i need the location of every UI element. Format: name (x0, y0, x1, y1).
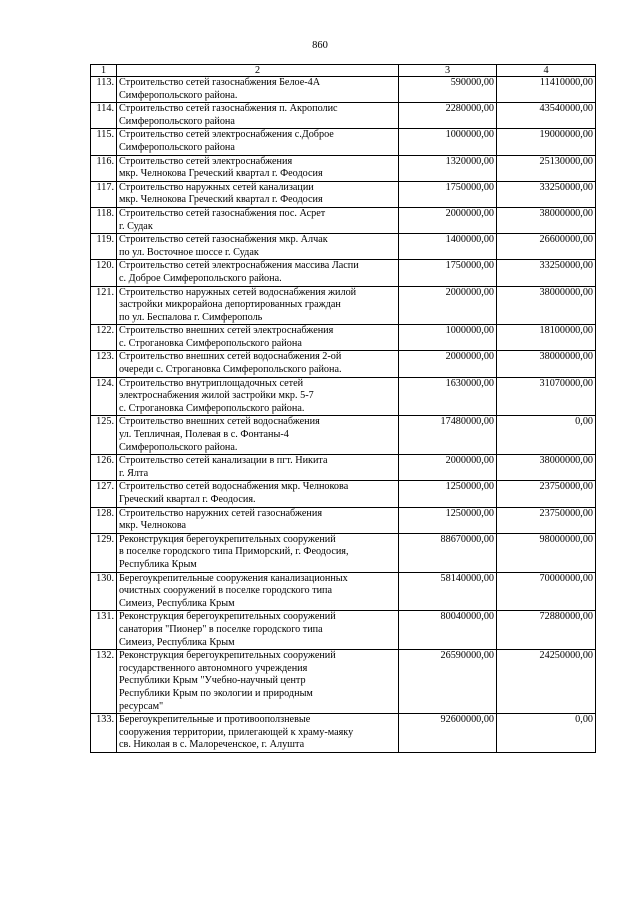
row-number: 114. (91, 103, 117, 129)
row-amount-col4: 38000000,00 (497, 455, 596, 481)
table-row (91, 77, 596, 103)
row-number: 133. (91, 714, 117, 753)
row-amount-col4: 0,00 (497, 416, 596, 455)
table-row (91, 533, 596, 572)
row-amount-col4: 33250000,00 (497, 181, 596, 207)
table-row (91, 103, 596, 129)
row-description: Строительство сетей канализации в пгт. Никита г. Ялта (117, 455, 399, 481)
row-number: 129. (91, 533, 117, 572)
page-number: 860 (312, 40, 328, 51)
row-description: Строительство внешних сетей водоснабжения ул. Тепличная, Полевая в с. Фонтаны-4 Симферопольского района. (117, 416, 399, 455)
row-amount-col4: 23750000,00 (497, 507, 596, 533)
table-row (91, 416, 596, 455)
header-col-1: 1 (91, 65, 117, 77)
row-number: 127. (91, 481, 117, 507)
row-amount-col3: 1630000,00 (399, 377, 497, 416)
row-amount-col3: 1000000,00 (399, 325, 497, 351)
row-amount-col3: 1750000,00 (399, 260, 497, 286)
row-number: 124. (91, 377, 117, 416)
row-description: Строительство сетей газоснабжения Белое-4А Симферопольского района. (117, 77, 399, 103)
table-row (91, 351, 596, 377)
row-description: Строительство сетей газоснабжения п. Акрополис Симферопольского района (117, 103, 399, 129)
row-number: 125. (91, 416, 117, 455)
table-row (91, 507, 596, 533)
row-amount-col3: 26590000,00 (399, 650, 497, 714)
row-amount-col3: 58140000,00 (399, 572, 497, 611)
row-description: Строительство сетей водоснабжения мкр. Челнокова Греческий квартал г. Феодосия. (117, 481, 399, 507)
row-number: 121. (91, 286, 117, 325)
row-amount-col3: 2280000,00 (399, 103, 497, 129)
row-description: Строительство сетей газоснабжения пос. Асрет г. Судак (117, 207, 399, 233)
table-row (91, 260, 596, 286)
row-amount-col3: 1400000,00 (399, 234, 497, 260)
row-number: 119. (91, 234, 117, 260)
row-description: Строительство сетей электроснабжения мкр. Челнокова Греческий квартал г. Феодосия (117, 155, 399, 181)
row-amount-col4: 31070000,00 (497, 377, 596, 416)
row-number: 116. (91, 155, 117, 181)
row-amount-col3: 80040000,00 (399, 611, 497, 650)
table-row (91, 481, 596, 507)
row-number: 131. (91, 611, 117, 650)
table-body (91, 77, 596, 753)
row-number: 117. (91, 181, 117, 207)
row-amount-col4: 24250000,00 (497, 650, 596, 714)
row-description: Строительство внешних сетей электроснабжения с. Строгановка Симферопольского района (117, 325, 399, 351)
data-table (90, 64, 596, 753)
row-number: 115. (91, 129, 117, 155)
table-row (91, 181, 596, 207)
row-amount-col4: 23750000,00 (497, 481, 596, 507)
row-amount-col3: 1000000,00 (399, 129, 497, 155)
row-description: Строительство сетей электроснабжения массива Ласпи с. Доброе Симферопольского района. (117, 260, 399, 286)
row-amount-col3: 590000,00 (399, 77, 497, 103)
row-amount-col4: 72880000,00 (497, 611, 596, 650)
row-number: 120. (91, 260, 117, 286)
row-description: Строительство наружних сетей газоснабжения мкр. Челнокова (117, 507, 399, 533)
row-amount-col4: 33250000,00 (497, 260, 596, 286)
row-number: 126. (91, 455, 117, 481)
row-amount-col4: 18100000,00 (497, 325, 596, 351)
row-amount-col3: 88670000,00 (399, 533, 497, 572)
header-col-2: 2 (117, 65, 399, 77)
row-amount-col3: 2000000,00 (399, 351, 497, 377)
row-amount-col3: 17480000,00 (399, 416, 497, 455)
header-col-3: 3 (399, 65, 497, 77)
row-number: 113. (91, 77, 117, 103)
table-row (91, 155, 596, 181)
header-col-4: 4 (497, 65, 596, 77)
row-description: Строительство сетей газоснабжения мкр. Алчак по ул. Восточное шоссе г. Судак (117, 234, 399, 260)
row-number: 130. (91, 572, 117, 611)
row-amount-col3: 1750000,00 (399, 181, 497, 207)
row-number: 123. (91, 351, 117, 377)
row-amount-col3: 2000000,00 (399, 455, 497, 481)
row-number: 122. (91, 325, 117, 351)
row-description: Строительство наружных сетей водоснабжения жилой застройки микрорайона депортированных граждан по ул. Беспалова г. Симферополь (117, 286, 399, 325)
table-row (91, 286, 596, 325)
row-amount-col4: 38000000,00 (497, 286, 596, 325)
row-number: 132. (91, 650, 117, 714)
row-description: Строительство наружных сетей канализации мкр. Челнокова Греческий квартал г. Феодосия (117, 181, 399, 207)
row-amount-col4: 25130000,00 (497, 155, 596, 181)
row-amount-col4: 43540000,00 (497, 103, 596, 129)
row-amount-col4: 38000000,00 (497, 351, 596, 377)
row-description: Реконструкция берегоукрепительных сооружений государственного автономного учреждения Республики Крым "Учебно-научный центр Республики Крым по экологии и природным ресурсам" (117, 650, 399, 714)
table-row (91, 572, 596, 611)
row-amount-col4: 11410000,00 (497, 77, 596, 103)
table-row (91, 377, 596, 416)
row-amount-col3: 92600000,00 (399, 714, 497, 753)
row-number: 128. (91, 507, 117, 533)
row-amount-col4: 26600000,00 (497, 234, 596, 260)
row-amount-col3: 1320000,00 (399, 155, 497, 181)
row-description: Берегоукрепительные и противооползневые сооружения территории, прилегающей к храму-маяку св. Николая в с. Малореченское, г. Алушта (117, 714, 399, 753)
table-row (91, 129, 596, 155)
row-description: Берегоукрепительные сооружения канализационных очистных сооружений в поселке городского типа Симеиз, Республика Крым (117, 572, 399, 611)
table-row (91, 325, 596, 351)
row-number: 118. (91, 207, 117, 233)
table-row (91, 455, 596, 481)
row-description: Реконструкция берегоукрепительных сооружений в поселке городского типа Приморский, г. Феодосия, Республика Крым (117, 533, 399, 572)
row-description: Строительство внешних сетей водоснабжения 2-ой очереди с. Строгановка Симферопольского района. (117, 351, 399, 377)
table-row (91, 611, 596, 650)
row-amount-col4: 98000000,00 (497, 533, 596, 572)
table-row (91, 650, 596, 714)
row-amount-col3: 2000000,00 (399, 207, 497, 233)
row-description: Строительство сетей электроснабжения с.Доброе Симферопольского района (117, 129, 399, 155)
row-amount-col4: 38000000,00 (497, 207, 596, 233)
row-amount-col4: 0,00 (497, 714, 596, 753)
table-row (91, 714, 596, 753)
row-description: Строительство внутриплощадочных сетей электроснабжения жилой застройки мкр. 5-7 с. Строгановка Симферопольского района. (117, 377, 399, 416)
table-row (91, 234, 596, 260)
table-header-row (91, 65, 596, 77)
row-amount-col3: 2000000,00 (399, 286, 497, 325)
row-amount-col3: 1250000,00 (399, 481, 497, 507)
row-description: Реконструкция берегоукрепительных сооружений санатория "Пионер" в поселке городского типа Симеиз, Республика Крым (117, 611, 399, 650)
row-amount-col4: 19000000,00 (497, 129, 596, 155)
row-amount-col3: 1250000,00 (399, 507, 497, 533)
table-row (91, 207, 596, 233)
row-amount-col4: 70000000,00 (497, 572, 596, 611)
